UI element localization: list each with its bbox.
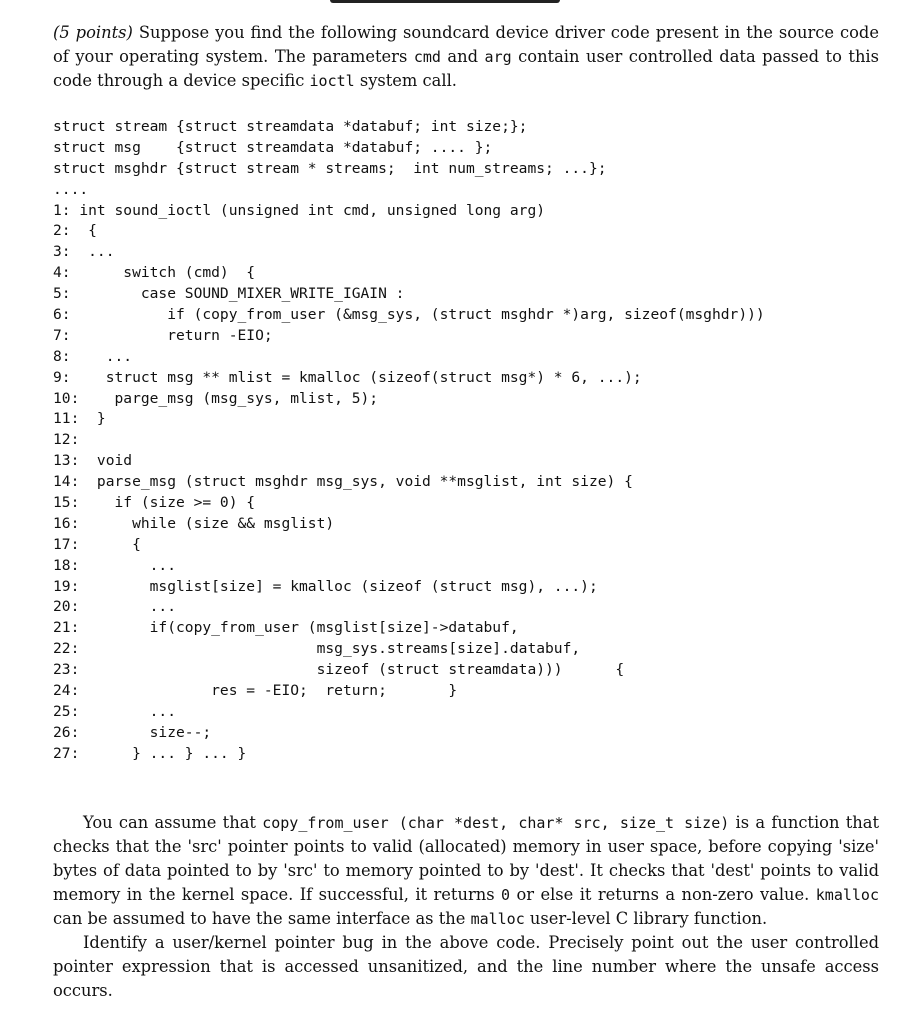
code-line: 16: while (size && msglist) [53, 514, 335, 532]
code-line: 6: if (copy_from_user (&msg_sys, (struct msghdr *)arg, sizeof(msghdr))) [53, 306, 765, 324]
top-rule [330, 0, 560, 3]
code-line: 20: ... [53, 598, 177, 616]
code-line: .... [53, 180, 89, 198]
code-line: 8: ... [53, 347, 133, 365]
code-line: 21: if(copy_from_user (msglist[size]->databuf, [53, 619, 519, 637]
code-line: 3: ... [53, 243, 115, 261]
code-line: 25: ... [53, 702, 177, 720]
code-line: 23: sizeof (struct streamdata))) { [53, 661, 625, 679]
code-line: 14: parse_msg (struct msghdr msg_sys, void **msglist, int size) { [53, 473, 633, 491]
code-line: 9: struct msg ** mlist = kmalloc (sizeof(struct msg*) * 6, ...); [53, 368, 642, 386]
code-line: 2: { [53, 222, 97, 240]
code-line: struct msghdr {struct stream * streams; int num_streams; ...}; [53, 159, 607, 177]
inline-code-malloc: malloc [470, 910, 525, 928]
code-line: 17: { [53, 535, 141, 553]
code-line: 1: int sound_ioctl (unsigned int cmd, unsigned long arg) [53, 201, 546, 219]
code-line: 19: msglist[size] = kmalloc (sizeof (struct msg), ...); [53, 577, 598, 595]
inline-code-zero: 0 [501, 886, 511, 904]
inline-code-kmalloc: kmalloc [815, 886, 879, 904]
code-listing [53, 117, 765, 765]
inline-code-arg: arg [484, 48, 512, 66]
inline-code-cmd: cmd [413, 48, 441, 66]
code-line: 24: res = -EIO; return; } [53, 682, 458, 700]
code-line: 26: size--; [53, 723, 212, 741]
code-line: 12: [53, 431, 80, 449]
code-line: 15: if (size >= 0) { [53, 494, 256, 512]
inline-code-ioctl: ioctl [309, 72, 355, 90]
code-line: 5: case SOUND_MIXER_WRITE_IGAIN : [53, 285, 405, 303]
code-line: 11: } [53, 410, 106, 428]
inline-code-signature: copy_from_user (char *dest, char* src, size_t size) [262, 814, 730, 832]
code-line: struct msg {struct streamdata *databuf; .... }; [53, 138, 493, 156]
code-line: 10: parge_msg (msg_sys, mlist, 5); [53, 389, 379, 407]
task-paragraph [53, 931, 879, 1003]
code-line: 27: } ... } ... } [53, 744, 247, 762]
points-label: (5 points) [53, 23, 133, 42]
code-line: 22: msg_sys.streams[size].databuf, [53, 640, 581, 658]
task-text: Identify a user/kernel pointer bug in the above code. Precisely point out the user controlled pointer expression that is accessed unsanitized, and the line number where the unsafe access occurs. [53, 933, 879, 1000]
code-line: 7: return -EIO; [53, 326, 273, 344]
code-line: 4: switch (cmd) { [53, 264, 256, 282]
assumption-paragraph: You can assume that copy_from_user (char *dest, char* src, size_t size) is a function that checks that the 'src' pointer points to valid (allocated) memory in user space, before copying 'size' bytes of data pointed to by 'src' to memory pointed to by 'dest'. It checks that 'dest' points to valid memory in the kernel space. If successful, it returns 0 or else it returns a non-zero value. kmalloc can be assumed to have the same interface as the malloc user-level C library function. [53, 813, 880, 928]
code-line: struct stream {struct streamdata *databuf; int size;}; [53, 118, 528, 135]
code-line: 18: ... [53, 556, 177, 574]
intro-paragraph: (5 points) Suppose you find the following soundcard device driver code present in the source code of your operating system. The parameters cmd and arg contain user controlled data passed to this code through a device specific ioctl system call. [53, 23, 879, 90]
code-line: 13: void [53, 452, 133, 470]
